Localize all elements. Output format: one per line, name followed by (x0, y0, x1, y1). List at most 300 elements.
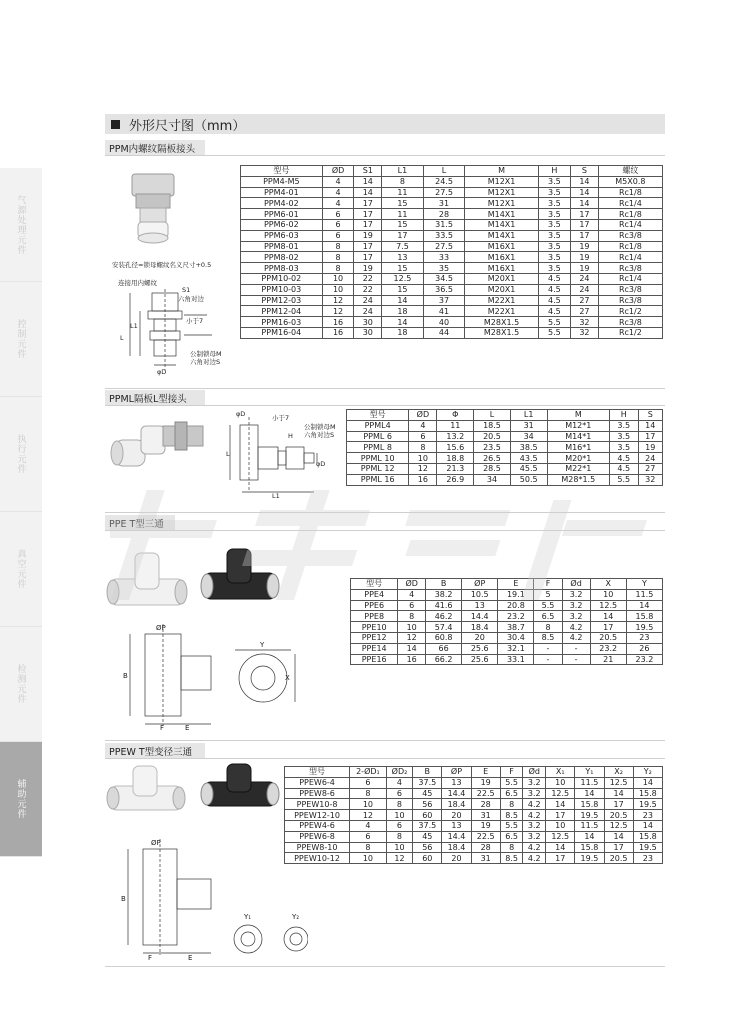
table-row (241, 209, 663, 220)
table-cell: 31 (423, 198, 465, 209)
table-cell: 3.5 (538, 230, 570, 241)
table-cell: 66 (426, 643, 462, 654)
table-header-cell: B (426, 579, 462, 590)
table-cell: M12X1 (465, 198, 538, 209)
table-cell: 13 (462, 600, 498, 611)
table-cell: PPE4 (351, 589, 398, 600)
table-cell: 20.5 (604, 810, 633, 821)
table-cell: 35 (423, 263, 465, 274)
table-cell: PPE6 (351, 600, 398, 611)
table-cell: 31.5 (423, 219, 465, 230)
table-cell: Rc1/4 (598, 219, 662, 230)
table-cell: 19 (571, 252, 599, 263)
table-cell: 27.5 (423, 241, 465, 252)
table-cell: PPM16-04 (241, 327, 323, 338)
side-tab-control[interactable]: 控制元件 (0, 282, 42, 397)
table-cell: 13.2 (437, 431, 474, 442)
table-cell: 4 (409, 420, 437, 431)
table-row (241, 295, 663, 306)
table-cell: 20.5 (474, 431, 511, 442)
table-header-cell: Y₂ (633, 767, 662, 778)
table-cell: 31 (471, 810, 500, 821)
table-cell: 20.8 (498, 600, 534, 611)
table-header-cell: F (500, 767, 523, 778)
table-cell: 18.5 (474, 420, 511, 431)
side-tab-detection[interactable]: 检测元件 (0, 627, 42, 742)
table-cell: 18.4 (462, 622, 498, 633)
table-cell: Rc3/8 (598, 317, 662, 328)
table-header-cell: M (547, 410, 609, 421)
table-cell: 15.8 (633, 831, 662, 842)
table-cell: 14 (354, 187, 382, 198)
table-cell: 19 (354, 263, 382, 274)
table-cell: 11.5 (626, 589, 662, 600)
table-cell: 56 (413, 842, 442, 853)
table-header-cell: H (610, 410, 639, 421)
table-cell: 14 (571, 176, 599, 187)
table-cell: Rc3/8 (598, 230, 662, 241)
table-cell: 36.5 (423, 284, 465, 295)
table-cell: Rc1/2 (598, 306, 662, 317)
table-cell: 14.4 (442, 831, 471, 842)
table-cell: 44 (423, 327, 465, 338)
table-cell: 4 (322, 176, 354, 187)
table-cell: 17 (638, 431, 662, 442)
table-cell: PPM4-M5 (241, 176, 323, 187)
table-cell: 28.5 (474, 463, 511, 474)
table-row (347, 420, 663, 431)
table-cell: 8 (534, 622, 562, 633)
table-header-cell: ØD (409, 410, 437, 421)
table-header-cell: Y (626, 579, 662, 590)
table-cell: 19 (354, 230, 382, 241)
table-cell: Rc3/8 (598, 295, 662, 306)
table-cell: 17 (590, 622, 626, 633)
ppml-label-l1: L1 (272, 492, 280, 500)
table-row (241, 273, 663, 284)
ppew-product-photo (105, 762, 285, 822)
table-header-cell: 型号 (347, 410, 409, 421)
table-cell: 5.5 (500, 777, 523, 788)
ppm-label-l1: L1 (130, 322, 138, 330)
table-cell: 57.4 (426, 622, 462, 633)
table-cell: 8 (500, 842, 523, 853)
table-cell: 14 (575, 831, 604, 842)
table-cell: 23.2 (590, 643, 626, 654)
table-cell: 14 (354, 176, 382, 187)
table-cell: 11 (382, 209, 424, 220)
table-cell: 27.5 (423, 187, 465, 198)
table-cell: 12 (386, 853, 412, 864)
table-cell: Rc3/8 (598, 284, 662, 295)
table-cell: M28*1.5 (547, 474, 609, 485)
table-header-cell: Y₁ (575, 767, 604, 778)
table-row (347, 431, 663, 442)
table-cell: 12 (350, 810, 387, 821)
svg-text:ØP: ØP (151, 839, 161, 847)
table-row (241, 252, 663, 263)
table-row (351, 632, 663, 643)
side-tab-auxiliary[interactable]: 辅助元件 (0, 742, 42, 857)
table-cell: - (534, 643, 562, 654)
table-header-cell: L (474, 410, 511, 421)
table-cell: 6 (350, 831, 387, 842)
table-cell: 27 (571, 295, 599, 306)
ppml-product-photo (105, 412, 215, 477)
table-header-row (241, 166, 663, 177)
table-cell: PPML 16 (347, 474, 409, 485)
table-row (241, 263, 663, 274)
table-header-cell: ØP (442, 767, 471, 778)
table-row (285, 831, 663, 842)
table-cell: 6.5 (500, 788, 523, 799)
table-cell: PPEW12-10 (285, 810, 350, 821)
table-cell: 45 (413, 788, 442, 799)
table-cell: 19.5 (575, 853, 604, 864)
table-row (241, 284, 663, 295)
table-cell: 20 (442, 853, 471, 864)
table-cell: 12.5 (604, 820, 633, 831)
table-cell: 6 (386, 820, 412, 831)
table-cell: 10 (322, 273, 354, 284)
table-cell: 18.4 (442, 842, 471, 853)
side-tab-actuator[interactable]: 执行元件 (0, 397, 42, 512)
ppm-label-l: L (120, 334, 124, 342)
table-cell: 11 (382, 187, 424, 198)
ppm-label-s1: S1 (182, 286, 191, 294)
ppml-label-metric: 公制锁母M (304, 423, 336, 431)
ppew-spec-table (284, 766, 663, 864)
table-cell: M20*1 (547, 453, 609, 464)
table-cell: PPM8-02 (241, 252, 323, 263)
table-cell: 6 (398, 600, 426, 611)
ppml-label-small7: 小于7 (272, 414, 290, 422)
ppml-label-hexs: 六角对边S (304, 431, 335, 439)
table-cell: 10 (386, 810, 412, 821)
page-title-bar (105, 114, 665, 134)
table-cell: 19 (471, 820, 500, 831)
table-cell: 14 (546, 842, 575, 853)
table-cell: 5.5 (610, 474, 639, 485)
table-cell: M14X1 (465, 230, 538, 241)
table-cell: 18.8 (437, 453, 474, 464)
table-cell: 10 (350, 799, 387, 810)
ppm-label-small7: 小于7 (186, 317, 204, 325)
table-cell: 20.5 (590, 632, 626, 643)
table-cell: M14*1 (547, 431, 609, 442)
ppm-label-od: φD (157, 368, 167, 376)
table-cell: 38.2 (426, 589, 462, 600)
table-cell: 4 (350, 820, 387, 831)
ppm-spec-table (240, 165, 663, 339)
table-cell: 4.5 (610, 453, 639, 464)
table-cell: 19.5 (633, 799, 662, 810)
table-cell: 3.5 (538, 209, 570, 220)
table-cell: 32 (638, 474, 662, 485)
table-cell: 14.4 (462, 611, 498, 622)
table-cell: 19.5 (575, 810, 604, 821)
table-row (351, 589, 663, 600)
section-divider (105, 405, 665, 406)
table-cell: 50.5 (510, 474, 547, 485)
table-header-cell: Ød (562, 579, 590, 590)
svg-text:Y₂: Y₂ (292, 913, 300, 921)
table-cell: 45 (413, 831, 442, 842)
table-cell: 56 (413, 799, 442, 810)
table-header-row (285, 767, 663, 778)
table-row (351, 611, 663, 622)
table-cell: 27 (571, 306, 599, 317)
table-cell: PPML4 (347, 420, 409, 431)
table-cell: 28 (471, 842, 500, 853)
table-cell: 20.5 (604, 853, 633, 864)
table-cell: M5X0.8 (598, 176, 662, 187)
table-cell: 12.5 (546, 788, 575, 799)
table-cell: M20X1 (465, 284, 538, 295)
table-header-cell: E (498, 579, 534, 590)
table-cell: M20X1 (465, 273, 538, 284)
table-cell: 4 (398, 589, 426, 600)
table-cell: 4.2 (523, 799, 546, 810)
table-header-cell: S1 (354, 166, 382, 177)
table-cell: 3.5 (610, 442, 639, 453)
table-cell: 14 (398, 643, 426, 654)
side-tab-vacuum[interactable]: 真空元件 (0, 512, 42, 627)
table-row (351, 643, 663, 654)
table-cell: PPM8-03 (241, 263, 323, 274)
table-cell: 26.5 (474, 453, 511, 464)
table-row (285, 853, 663, 864)
table-cell: M12*1 (547, 420, 609, 431)
table-header-cell: X (590, 579, 626, 590)
table-row (241, 241, 663, 252)
table-cell: PPEW8-10 (285, 842, 350, 853)
table-cell: 10 (322, 284, 354, 295)
table-cell: 10 (546, 820, 575, 831)
table-cell: 13 (382, 252, 424, 263)
table-cell: 33.5 (423, 230, 465, 241)
ppm-label-hex: 六角对边 (178, 295, 204, 303)
table-header-cell: 2-ØD₁ (350, 767, 387, 778)
table-cell: Rc1/4 (598, 252, 662, 263)
svg-text:Y₁: Y₁ (244, 913, 252, 921)
table-cell: 3.2 (562, 600, 590, 611)
table-cell: 4.5 (538, 273, 570, 284)
table-header-cell: F (534, 579, 562, 590)
svg-text:Y: Y (260, 641, 265, 649)
table-cell: 11 (437, 420, 474, 431)
table-cell: 24 (571, 284, 599, 295)
table-cell: 15.8 (626, 611, 662, 622)
table-row (347, 474, 663, 485)
table-cell: 4.5 (538, 306, 570, 317)
table-cell: 37.5 (413, 820, 442, 831)
table-cell: M14X1 (465, 209, 538, 220)
table-cell: 14 (604, 831, 633, 842)
table-cell: 8 (386, 831, 412, 842)
table-cell: 41.6 (426, 600, 462, 611)
table-cell: PPEW10-8 (285, 799, 350, 810)
table-cell: PPEW6-8 (285, 831, 350, 842)
ppe-technical-drawing (120, 620, 300, 730)
table-header-cell: H (538, 166, 570, 177)
section-divider (105, 155, 665, 156)
table-cell: PPE10 (351, 622, 398, 633)
table-cell: 24.5 (423, 176, 465, 187)
table-cell: 4 (322, 187, 354, 198)
table-cell: 12.5 (604, 777, 633, 788)
table-cell: 17 (604, 842, 633, 853)
side-tab-air-treatment[interactable]: 气源处理元件 (0, 168, 42, 282)
table-cell: M14X1 (465, 219, 538, 230)
table-cell: 4.2 (523, 842, 546, 853)
table-cell: 23.2 (626, 654, 662, 665)
table-cell: 8 (409, 442, 437, 453)
table-cell: 16 (398, 654, 426, 665)
table-cell: 12 (322, 306, 354, 317)
table-row (285, 810, 663, 821)
table-cell: PPM12-03 (241, 295, 323, 306)
table-header-cell: 螺纹 (598, 166, 662, 177)
table-cell: 12.5 (590, 600, 626, 611)
table-row (241, 176, 663, 187)
table-header-row (351, 579, 663, 590)
table-cell: M28X1.5 (465, 327, 538, 338)
table-cell: M22X1 (465, 306, 538, 317)
svg-text:E: E (185, 724, 190, 730)
table-header-cell: B (413, 767, 442, 778)
table-cell: PPML 10 (347, 453, 409, 464)
svg-text:F: F (160, 724, 165, 730)
table-cell: 5.5 (534, 600, 562, 611)
table-cell: 3.5 (538, 241, 570, 252)
table-cell: 4 (386, 777, 412, 788)
ppm-label-hexs: 六角对边S (190, 358, 221, 366)
table-cell: M22*1 (547, 463, 609, 474)
table-cell: 13 (442, 777, 471, 788)
table-cell: 19.5 (626, 622, 662, 633)
table-cell: 23.2 (498, 611, 534, 622)
table-header-cell: L1 (510, 410, 547, 421)
table-cell: 8.5 (500, 853, 523, 864)
table-cell: 32.1 (498, 643, 534, 654)
svg-text:ØP: ØP (156, 624, 166, 632)
ppe-product-photo (105, 545, 285, 620)
table-cell: 22.5 (471, 788, 500, 799)
table-cell: 17 (571, 209, 599, 220)
table-cell: M16X1 (465, 241, 538, 252)
table-cell: 3.5 (538, 252, 570, 263)
table-cell: 8 (500, 799, 523, 810)
section-title-ppe: PPE T型三通 (105, 515, 175, 530)
table-cell: 27 (638, 463, 662, 474)
table-cell: 12.5 (382, 273, 424, 284)
table-cell: 23 (633, 853, 662, 864)
table-cell: Rc1/2 (598, 327, 662, 338)
table-cell: 16 (322, 317, 354, 328)
table-cell: 15 (382, 263, 424, 274)
table-cell: 3.5 (538, 263, 570, 274)
table-row (285, 777, 663, 788)
table-cell: 16 (322, 327, 354, 338)
ppe-spec-table (350, 578, 663, 665)
table-cell: 10 (546, 777, 575, 788)
table-cell: 3.2 (562, 589, 590, 600)
section-title-ppm: PPM内螺纹隔板接头 (105, 140, 205, 155)
svg-text:B: B (123, 672, 128, 680)
table-cell: 14.4 (442, 788, 471, 799)
table-cell: PPM6-01 (241, 209, 323, 220)
svg-text:X: X (285, 674, 290, 682)
table-cell: 6.5 (500, 831, 523, 842)
table-cell: PPML 8 (347, 442, 409, 453)
table-cell: 25.6 (462, 654, 498, 665)
table-row (347, 442, 663, 453)
table-cell: 17 (382, 230, 424, 241)
table-cell: 19.1 (498, 589, 534, 600)
table-cell: PPM16-03 (241, 317, 323, 328)
table-cell: PPM10-03 (241, 284, 323, 295)
table-header-cell: ØP (462, 579, 498, 590)
table-cell: 5.5 (538, 317, 570, 328)
table-cell: 60 (413, 853, 442, 864)
table-cell: 31 (471, 853, 500, 864)
table-cell: 17 (354, 252, 382, 263)
table-cell: 14 (633, 777, 662, 788)
table-cell: 32 (571, 327, 599, 338)
table-row (285, 799, 663, 810)
table-cell: 3.2 (523, 788, 546, 799)
table-cell: 8 (382, 176, 424, 187)
table-cell: 24 (571, 273, 599, 284)
table-cell: 11.5 (575, 820, 604, 831)
table-cell: 18 (382, 327, 424, 338)
table-cell: 12 (398, 632, 426, 643)
table-cell: 5.5 (538, 327, 570, 338)
table-cell: 4.5 (538, 295, 570, 306)
table-cell: M16X1 (465, 252, 538, 263)
table-cell: 21.3 (437, 463, 474, 474)
table-cell: 37.5 (413, 777, 442, 788)
table-cell: 60 (413, 810, 442, 821)
table-cell: 8 (322, 241, 354, 252)
table-cell: PPM6-03 (241, 230, 323, 241)
ppm-product-photo (118, 168, 188, 248)
ppm-hole-note: 安装孔径=锁母螺纹名义尺寸+0.5 (112, 261, 212, 269)
table-cell: 31 (510, 420, 547, 431)
ppew-technical-drawing (118, 835, 308, 960)
table-cell: 6 (409, 431, 437, 442)
table-cell: 41 (423, 306, 465, 317)
table-cell: 8 (322, 252, 354, 263)
table-cell: 10 (409, 453, 437, 464)
table-cell: 17 (354, 209, 382, 220)
table-cell: 24 (638, 453, 662, 464)
table-header-cell: 型号 (241, 166, 323, 177)
table-cell: 22 (354, 284, 382, 295)
table-cell: 6 (350, 777, 387, 788)
table-cell: 5.5 (500, 820, 523, 831)
table-header-cell: 型号 (351, 579, 398, 590)
table-cell: 15 (382, 284, 424, 295)
table-cell: PPEW8-6 (285, 788, 350, 799)
table-cell: 8.5 (500, 810, 523, 821)
table-cell: 4.2 (523, 853, 546, 864)
table-cell: 15.6 (437, 442, 474, 453)
table-cell: 21 (590, 654, 626, 665)
table-header-cell: E (471, 767, 500, 778)
table-cell: PPE14 (351, 643, 398, 654)
